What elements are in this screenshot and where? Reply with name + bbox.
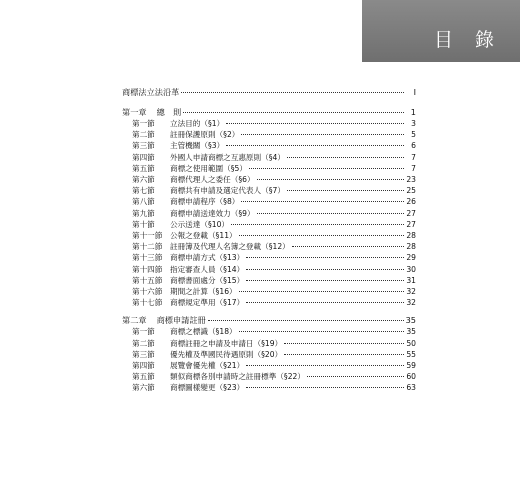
section-page: 28 [406,242,416,252]
toc-section-entry[interactable] [122,140,416,151]
dot-leader [183,112,404,113]
section-page: 25 [406,186,416,196]
section-title: 主管機關（§3） [170,141,225,151]
section-title: 商標之使用範圍（§5） [170,163,247,173]
dot-leader [307,376,404,377]
section-number: 第十二節 [132,242,163,252]
section-title: 商標申請程序（§8） [170,197,240,207]
section-title: 商標共有申請及選定代表人（§7） [170,186,285,196]
page-title: 目 錄 [433,29,502,51]
toc-section-entry[interactable] [122,349,416,360]
dot-leader [239,331,404,332]
section-page: 23 [406,175,416,185]
section-title: 註冊簿及代理人名簿之登載（§12） [170,242,290,252]
dot-leader [208,320,404,321]
section-number: 第三節 [132,349,155,359]
section-title: 商標圖樣變更（§23） [170,383,245,393]
section-page: 7 [411,163,416,173]
section-number: 第五節 [132,372,155,382]
dot-leader [249,168,404,169]
dot-leader [246,269,404,270]
toc-section-entry[interactable] [122,118,416,129]
section-page: 35 [406,327,416,337]
section-page: 27 [406,208,416,218]
section-title: 商標之標識（§18） [170,327,237,337]
spacer [122,98,416,106]
section-page: 32 [406,298,416,308]
section-number: 第一節 [132,327,155,337]
section-page: 59 [406,361,416,371]
table-of-contents [122,86,416,394]
section-title: 商標註冊之申請及申請日（§19） [170,338,283,348]
section-page: 31 [406,275,416,285]
section-number: 第四節 [132,152,155,162]
section-number: 第六節 [132,383,155,393]
dot-leader [239,235,404,236]
toc-section-entry[interactable] [122,252,416,263]
section-page: 50 [406,338,416,348]
chapter-1-sections [122,118,416,308]
section-page: 5 [411,130,416,140]
toc-section-entry[interactable] [122,208,416,219]
toc-section-entry[interactable] [122,241,416,252]
section-number: 第四節 [132,361,155,371]
section-page: 55 [406,349,416,359]
dot-leader [292,246,404,247]
toc-section-entry[interactable] [122,338,416,349]
dot-leader [246,280,404,281]
toc-chapter-1[interactable] [122,106,416,118]
section-title: 公報之登載（§11） [170,231,237,241]
section-title: 商標代理人之委任（§6） [170,175,255,185]
section-title: 註冊保護原則（§2） [170,130,240,140]
toc-section-entry[interactable] [122,152,416,163]
toc-section-entry[interactable] [122,174,416,185]
section-page: 26 [406,197,416,207]
section-page: 7 [411,152,416,162]
section-number: 第十節 [132,219,155,229]
section-title: 立法目的（§1） [170,119,225,128]
toc-section-entry[interactable] [122,297,416,308]
toc-section-entry[interactable] [122,129,416,140]
section-page: 60 [406,372,416,382]
toc-entry-title: 商標法立法沿革 [122,87,180,97]
dot-leader [287,190,404,191]
dot-leader [257,179,404,180]
section-number: 第十五節 [132,275,163,285]
section-number: 第二節 [132,338,155,348]
section-title: 指定審查人員（§14） [170,264,245,274]
dot-leader [231,224,404,225]
dot-leader [287,157,404,158]
section-title: 展覽會優先權（§21） [170,361,245,371]
dot-leader [257,213,404,214]
section-title: 商標規定準用（§17） [170,298,245,308]
section-page: 6 [411,141,416,151]
toc-section-entry[interactable] [122,360,416,371]
chapter-2-sections [122,326,416,393]
toc-section-entry[interactable] [122,196,416,207]
dot-leader [226,145,404,146]
toc-section-entry[interactable] [122,382,416,393]
chapter-title: 商標申請註冊 [156,315,206,326]
dot-leader [246,365,404,366]
dot-leader [284,354,404,355]
section-number: 第十七節 [132,298,163,308]
section-page: 63 [406,383,416,393]
section-title: 期間之計算（§16） [170,287,237,297]
section-page: 3 [411,119,416,128]
toc-section-entry[interactable] [122,163,416,174]
dot-leader [246,387,404,388]
section-title: 商標書面處分（§15） [170,275,245,285]
section-number: 第十六節 [132,287,163,297]
toc-header-tab [362,0,520,62]
section-number: 第七節 [132,186,155,196]
section-title: 商標申請送達效力（§9） [170,208,255,218]
toc-chapter-2[interactable] [122,314,416,326]
chapter-title: 總 則 [156,107,182,117]
chapter-page: 35 [405,315,416,326]
dot-leader [239,291,404,292]
section-page: 27 [406,219,416,229]
toc-section-entry[interactable] [122,219,416,230]
toc-section-entry[interactable] [122,230,416,241]
dot-leader [246,257,404,258]
section-title: 商標申請方式（§13） [170,253,245,263]
toc-section-entry[interactable] [122,326,416,337]
dot-leader [246,302,404,303]
section-title: 公示送達（§10） [170,219,230,229]
section-title: 外國人申請商標之互惠原則（§4） [170,152,285,162]
toc-section-entry[interactable] [122,286,416,297]
section-number: 第一節 [132,119,155,128]
section-number: 第三節 [132,141,155,151]
section-number: 第十一節 [132,231,163,241]
section-number: 第六節 [132,175,155,185]
dot-leader [241,201,404,202]
toc-section-entry[interactable] [122,264,416,275]
section-number: 第五節 [132,163,155,173]
chapter-number: 第二章 [122,315,147,326]
section-number: 第十四節 [132,264,163,274]
section-number: 第二節 [132,130,155,140]
dot-leader [241,134,404,135]
toc-section-entry[interactable] [122,371,416,382]
chapter-number: 第一章 [122,107,147,117]
section-page: 32 [406,287,416,297]
section-page: 30 [406,264,416,274]
section-page: 28 [406,231,416,241]
toc-section-entry[interactable] [122,185,416,196]
section-title: 類似商標各別申請時之註冊標準（§22） [170,372,305,382]
dot-leader [284,343,404,344]
chapter-page: 1 [410,107,416,117]
section-number: 第九節 [132,208,155,218]
dot-leader [226,123,404,124]
toc-entry-preface[interactable] [122,86,416,98]
section-number: 第八節 [132,197,155,207]
section-title: 優先權及準國民待遇原則（§20） [170,349,283,359]
section-number: 第十三節 [132,253,163,263]
dot-leader [181,92,404,93]
toc-entry-page: I [413,87,416,97]
section-page: 29 [406,253,416,263]
toc-section-entry[interactable] [122,275,416,286]
